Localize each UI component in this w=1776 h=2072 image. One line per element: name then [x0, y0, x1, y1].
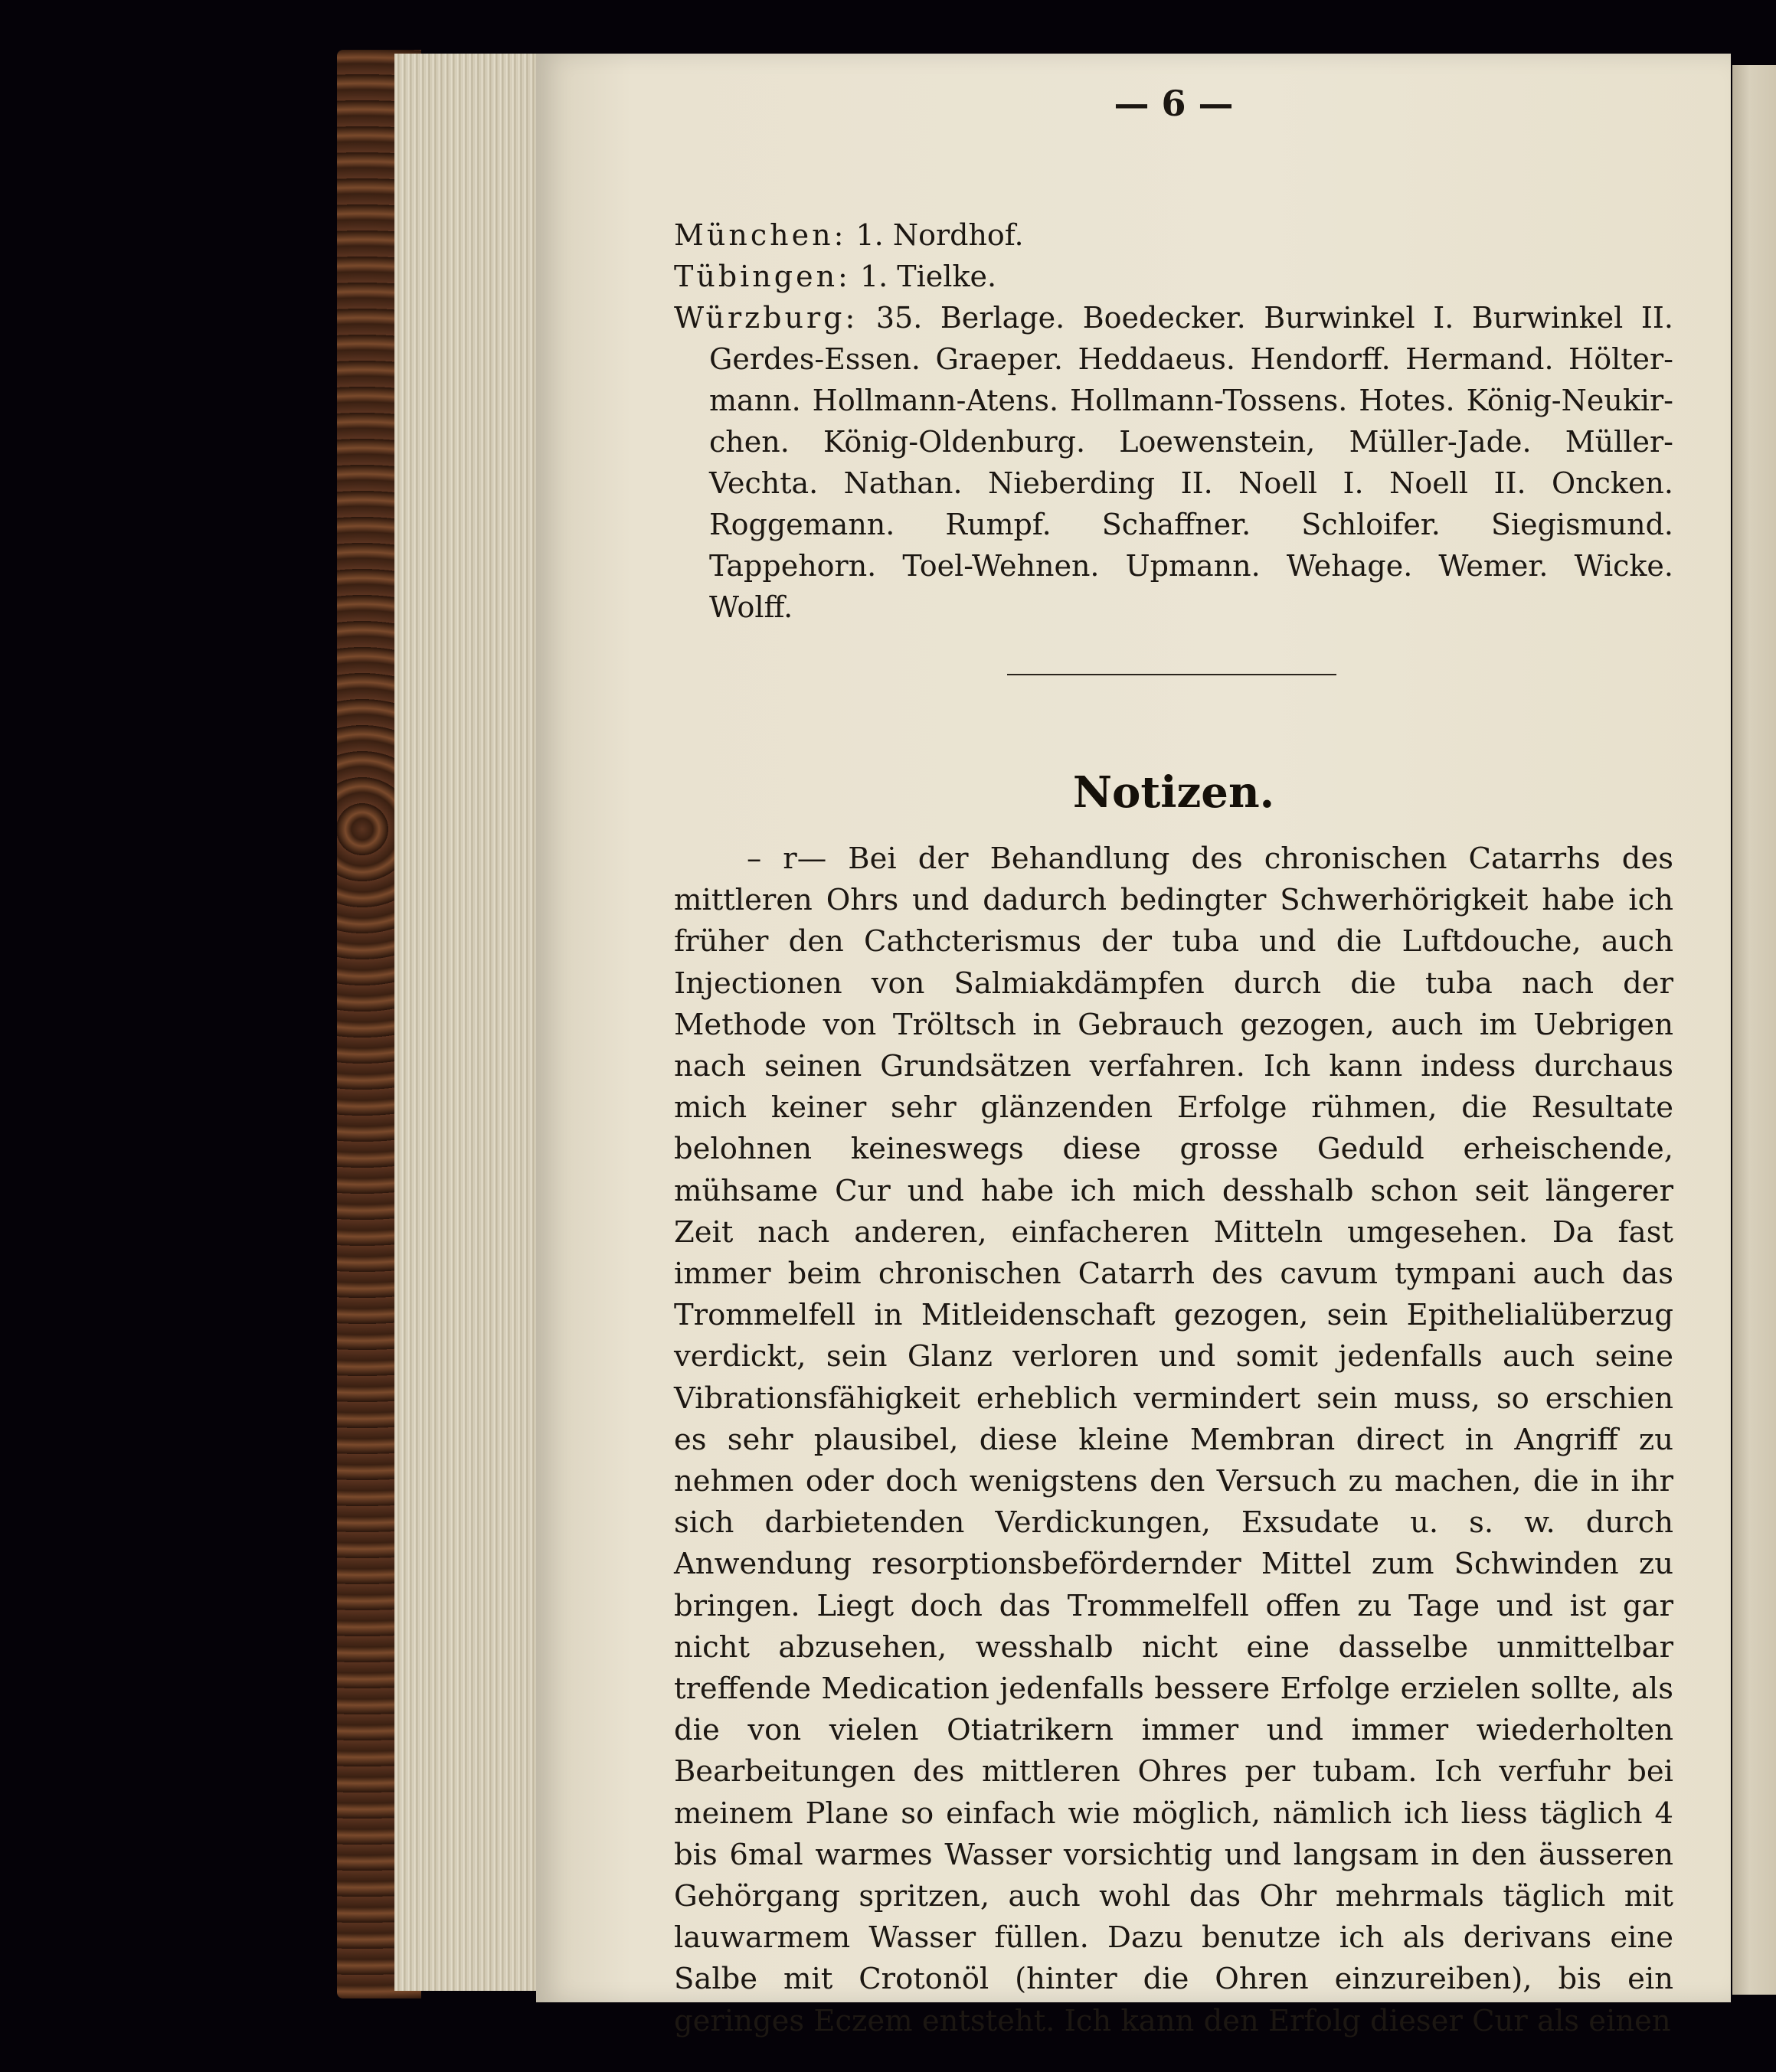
directory-names: 35. Berlage. Boedecker. Burwinkel I. Burwinkel II. Gerdes-Essen. Graeper. Heddaeus. Hendorff. Hermand. Hölter-mann. Hollmann-Atens. Hollmann-Tossens. Hotes. König-Neukir-chen. König-Oldenburg. Loewenstein, Müller-Jade. Müller-Vechta. Nathan. Nieberding II. Noell I. Noell II. Oncken. Roggemann. Rumpf. Schaffner. Schloifer. Siegismund. Tappehorn. Toel-Wehnen. Upmann. Wehage. Wemer. Wicke. Wolff. — [709, 301, 1673, 624]
directory-place: Würzburg: — [674, 301, 859, 335]
section-heading-wrap — [674, 0, 1673, 827]
directory-names: 1. Nordhof. — [855, 218, 1024, 252]
directory-names: 1. Tielke. — [859, 260, 997, 293]
page-stack-edges — [394, 54, 544, 1991]
page-number: — 6 — — [1114, 83, 1234, 124]
section-heading: Notizen. — [1072, 767, 1275, 818]
directory-place: Tübingen: — [674, 260, 851, 293]
body-paragraph: – r— Bei der Behandlung des chronischen Catarrhs des mittleren Ohrs und dadurch bedingter Schwerhörigkeit habe ich früher den Cathcterismus der tuba und die Luftdouche, auch Injectionen von Salmiakdämpfen durch die tuba nach der Methode von Tröltsch in Gebrauch gezogen, auch im Uebrigen nach seinen Grundsätzen verfahren. Ich kann indess durchaus mich keiner sehr glänzenden Erfolge rühmen, die Resultate belohnen keineswegs diese grosse Geduld erheischende, mühsame Cur und habe ich mich desshalb schon seit längerer Zeit nach anderen, einfacheren Mitteln umgesehen. Da fast immer beim chronischen Catarrh des cavum tympani auch das Trommelfell in Mitleidenschaft gezogen, sein Epithelialüberzug verdickt, sein Glanz verloren und somit jedenfalls auch seine Vibrationsfähigkeit erheblich vermindert sein muss, so erschien es sehr plausibel, diese kleine Membran direct in Angriff zu nehmen oder doch wenigstens den Versuch zu machen, die in ihr sich darbietenden Verdickungen, Exsudate u. s. w. durch Anwendung resorptionsbefördernder Mittel zum Schwinden zu bringen. Liegt doch das Trommelfell offen zu Tage und ist gar nicht abzusehen, wesshalb nicht eine dasselbe unmittelbar treffende Medication jedenfalls bessere Erfolge erzielen sollte, als die von vielen Otiatrikern immer und immer wiederholten Bearbeitungen des mittleren Ohres per tubam. Ich verfuhr bei meinem Plane so einfach wie möglich, nämlich ich liess täglich 4 bis 6mal warmes Wasser vorsichtig und langsam in den äusseren Gehörgang spritzen, auch wohl das Ohr mehrmals täglich mit lauwarmem Wasser füllen. Dazu benutze ich als derivans eine Salbe mit Crotonöl (hinter die Ohren einzureiben), bis ein geringes Eczem entsteht. Ich kann den Erfolg dieser Cur als einen — [674, 842, 1673, 2038]
facing-page-edge — [1732, 65, 1776, 1995]
directory-place: München: — [674, 218, 847, 252]
